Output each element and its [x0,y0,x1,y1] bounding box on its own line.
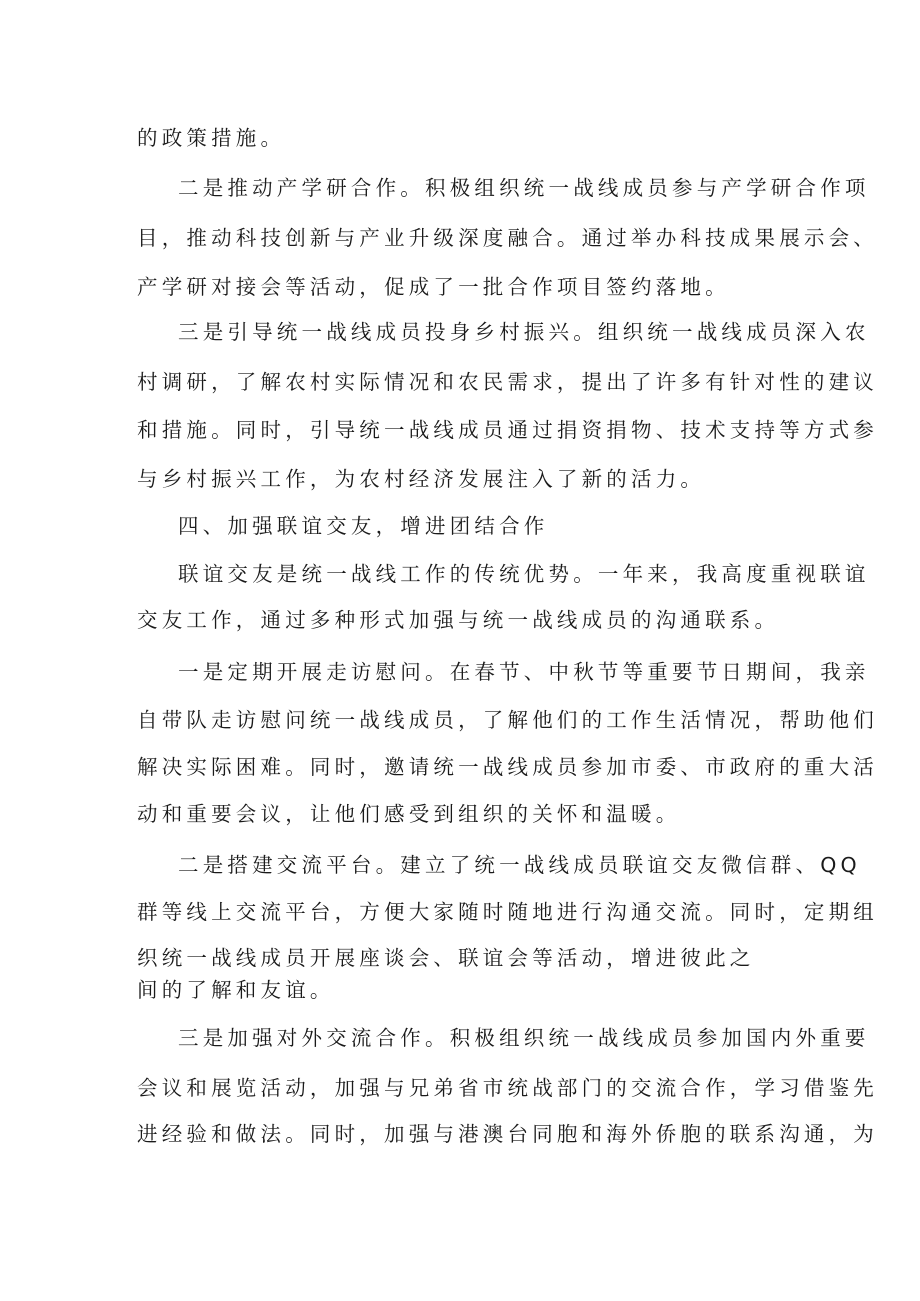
paragraph-line: 解决实际困难。同时，邀请统一战线成员参加市委、市政府的重大活 [137,755,878,779]
paragraph-line: 一是定期开展走访慰问。在春节、中秋节等重要节日期间，我亲 [178,660,870,684]
paragraph-line: 自带队走访慰问统一战线成员，了解他们的工作生活情况，帮助他们 [137,708,878,732]
paragraph-line: 目，推动科技创新与产业升级深度融合。通过举办科技成果展示会、 [137,226,878,250]
paragraph-line: 间的了解和友谊。 [137,978,335,1002]
paragraph-line: 与乡村振兴工作，为农村经济发展注入了新的活力。 [137,467,706,491]
paragraph-line: 会议和展览活动，加强与兄弟省市统战部门的交流合作，学习借鉴先 [137,1076,878,1100]
paragraph-line: 产学研对接会等活动，促成了一批合作项目签约落地。 [137,275,730,299]
paragraph-line: 的政策措施。 [137,126,286,150]
paragraph-line: 织统一战线成员开展座谈会、联谊会等活动，增进彼此之 [137,946,755,970]
paragraph-line: 三是加强对外交流合作。积极组织统一战线成员参加国内外重要 [178,1026,870,1050]
paragraph-line: 动和重要会议，让他们感受到组织的关怀和温暖。 [137,802,681,826]
paragraph-line: 联谊交友是统一战线工作的传统优势。一年来，我高度重视联谊 [178,562,870,586]
paragraph-line: 三是引导统一战线成员投身乡村振兴。组织统一战线成员深入农 [178,320,870,344]
paragraph-line: 和措施。同时，引导统一战线成员通过捐资捐物、技术支持等方式参 [137,418,878,442]
paragraph-line: 进经验和做法。同时，加强与港澳台同胞和海外侨胞的联系沟通，为 [137,1122,878,1146]
paragraph-line: 二是推动产学研合作。积极组织统一战线成员参与产学研合作项 [178,176,870,200]
paragraph-line: 二是搭建交流平台。建立了统一战线成员联谊交友微信群、QQ [178,853,861,877]
paragraph-line: 群等线上交流平台，方便大家随时随地进行沟通交流。同时，定期组 [137,900,878,924]
section-heading: 四、加强联谊交友，增进团结合作 [178,514,549,538]
paragraph-line: 交友工作，通过多种形式加强与统一战线成员的沟通联系。 [137,608,780,632]
paragraph-line: 村调研，了解农村实际情况和农民需求，提出了许多有针对性的建议 [137,370,878,394]
